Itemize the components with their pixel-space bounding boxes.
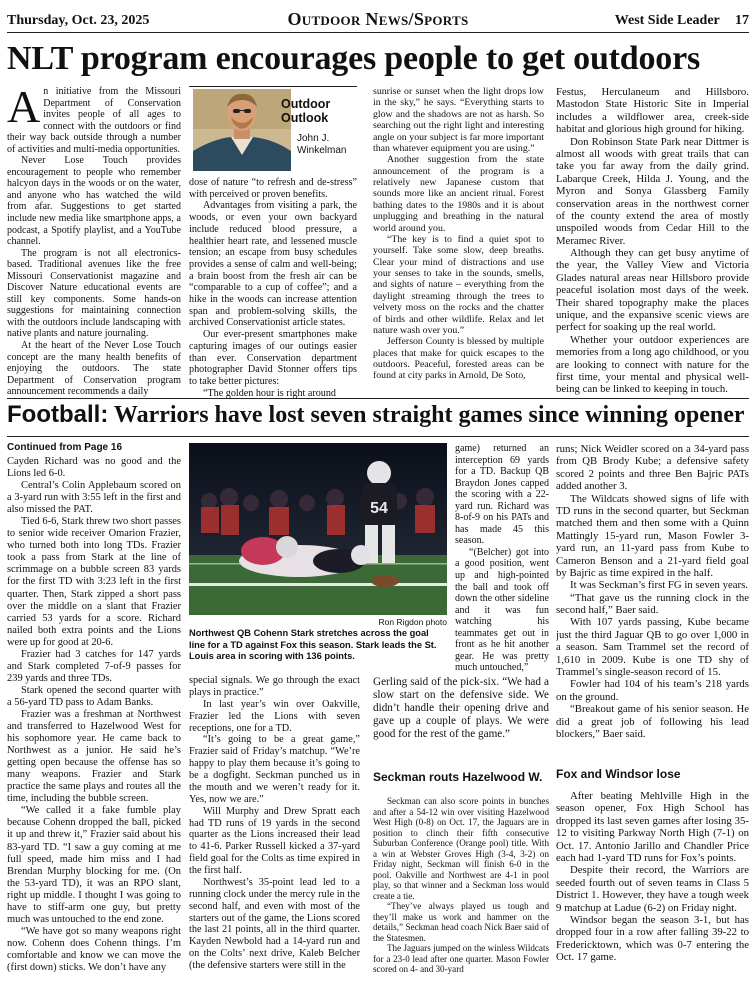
story1-headline: NLT program encourages people to get outdoors — [7, 40, 701, 77]
paragraph: “We called it a fake fumble play because Cohenn dropped the ball, picked it up and threw it,” Frazier said about his 83-yard TD. “I saw a guy coming at me full speed, made him miss and I had Brendan Murphy blocking for me. (On the 53-yard TD), it was an RPO slant, right up middle. I thought I was going to have to stiff-arm one guy, but pretty much was untouched to the end zone. — [7, 805, 181, 925]
paragraph: Another suggestion from the state announcement of the program is a relatively new Japanese custom that sounds more like an ancient ritual. Forest bathing dates to the 1980s and it is about unplugging and breathing in the natural world around you. — [373, 154, 544, 234]
story1-column-1 — [7, 86, 181, 398]
paragraph: Gerling said of the pick-six. “We had a slow start on the defensive side. We didn’t handle their opening drive and gave up a couple of plays. We were good for the rest of the game.” — [373, 676, 549, 740]
paragraph: Tied 6-6, Stark threw two short passes to senior wide receiver Omarion Frazier, who turned both into long TDs. Frazier took a pass from Stark at the line of scrimmage on a bubble screen 83 yards for the first TD with 3:23 left in the first quarter. Then, Stark zipped a short pass over the middle on a slant that Frazier carried 53 yards for a score. Richard nailed both extra points and the Lions were up for good at 20-6. — [7, 516, 181, 648]
lead-text: n initiative from the Missouri Department of Conservation invites people of all ages to connect with the outdoors or find their way back outside through a number of activities and multi-media opportunities. — [7, 86, 181, 155]
football-photo-illustration — [189, 443, 447, 615]
paragraph: After beating Mehlville High in the season opener, Fox High School has dropped its last seven games after losing 35-12 to visiting Parkway North High (7-1) on Oct. 17. Antonio Jarillo and Chandler Price each had 1-yard TD runs for Fox’s points. — [556, 790, 749, 864]
continued-from-label: Continued from Page 16 — [7, 442, 123, 453]
story2-column-3-seckman — [373, 796, 549, 976]
paragraph: The Wildcats showed signs of life with TD runs in the second quarter, but Seckman matched them and then some with a Quinn Mattingly 15-yard run, Mason Fowler 3-yard run, an 11-yard pass from Kube to Cameron Benson and a 21-yard field goal by Bajric as time expired in the half. — [556, 492, 749, 579]
drop-cap: A — [7, 86, 41, 132]
headline-rule — [7, 436, 749, 437]
paragraph: Frazier had 3 catches for 147 yards and Stark completed 7-of-9 passes for 239 yards and three TDs. — [7, 648, 181, 684]
story1-column-2 — [189, 177, 357, 398]
column-title: Outdoor Outlook — [281, 97, 331, 125]
subhead-seckman: Seckman routs Hazelwood W. — [373, 770, 543, 784]
paragraph: In last year’s win over Oakville, Frazier led the Lions with seven receptions, one for a TD. — [189, 698, 360, 734]
paragraph: sunrise or sunset when the light drops low in the sky,” he says. “Everything starts to glow and the shadows are not as harsh. So searching out the right light and interesting angle on your subject is far more important than whatever equipment you are using.” — [373, 86, 544, 154]
masthead — [7, 9, 749, 33]
column-header-box — [189, 86, 357, 172]
paragraph: With 107 yards passing, Kube became just the third Jaguar QB to go over 1,000 in a season. Sam Trammel set the record of 1,610 in 2009. Kube is one TD shy of Trammel’s single-season record of 15. — [556, 616, 749, 679]
paragraph: Stark opened the second quarter with a 56-yard TD pass to Adam Banks. — [7, 684, 181, 708]
headline-text: Warriors have lost seven straight games since winning opener — [113, 402, 745, 428]
issue-date: Thursday, Oct. 23, 2025 — [7, 13, 150, 28]
paragraph: Our ever-present smartphones make capturing images of our outings easier than ever. Conservation department photographer David Stonner offers tips to take better pictures: — [189, 329, 357, 387]
paragraph: Never Lose Touch provides encouragement to people who remember halcyon days in the woods or on the water, and anyone who has watched the wild from afar. Suggestions to get started include new media like smartphone apps, a podcast, a Spotify playlist, and a YouTube channel. — [7, 155, 181, 248]
paragraph: game) returned an interception 69 yards for a TD. Backup QB Braydon Jones capped the scoring with a 22-yard run. Richard was 8-of-9 on his PATs and has made 45 this season. — [455, 443, 549, 547]
headline-kicker: Football: — [7, 401, 109, 428]
jersey-number: 54 — [370, 500, 388, 517]
paragraph: Central’s Colin Applebaum scored on a 3-yard run with 3:55 left in the first and also missed the PAT. — [7, 480, 181, 516]
paragraph: “It’s going to be a great game,” Frazier said of Friday’s matchup. “We’re happy to play them because it’s going to be a dogfight. Seckman punched us in the mouth and we weren’t ready for it. Yes, now we are.” — [189, 734, 360, 805]
paragraph: Seckman can also score points in bunches and after a 54-12 win over visiting Hazelwood West High (0-8) on Oct. 17, the Jaguars are in position to clinch their fifth consecutive Suburban Conference (Orange pool) title. With a win at Webster Groves High (3-4, 3-2) on Friday night, Seckman will finish 6-0 in the pool. Oakville and Northwest are 4-1 in pool play, so that winner and a Seckman loss would create a tie. — [373, 796, 549, 901]
story2-column-4-fox — [556, 790, 749, 976]
story2-column-2 — [189, 675, 360, 975]
story1-column-4 — [556, 86, 749, 398]
paragraph: runs; Nick Weidler scored on a 34-yard pass from QB Brody Kube; a defensive safety scored 2 points and three Ben Bajric PATs added another 3. — [556, 443, 749, 493]
story2-column-3-top — [455, 443, 549, 675]
author-portrait — [193, 89, 291, 171]
story2-headline — [7, 400, 749, 430]
paragraph: At the heart of the Never Lose Touch concept are the many health benefits of enjoying the outdoors. The state Department of Conservation program announcement recommends a daily — [7, 340, 181, 398]
publication-info — [615, 13, 749, 29]
paragraph: “They’ve always played us tough and they’ll make us work and hammer on the details,” Seckman head coach Nick Baer said of the Statesmen. — [373, 901, 549, 943]
paragraph: Cayden Richard was no good and the Lions led 6-0. — [7, 456, 181, 480]
page-number: 17 — [735, 13, 749, 28]
paragraph: “Breakout game of his senior season. He did a great job of following his lead blockers,” Baer said. — [556, 703, 749, 740]
football-photo — [189, 443, 447, 615]
story1-column-3 — [373, 86, 544, 398]
paragraph: Fowler had 104 of his team’s 218 yards on the ground. — [556, 678, 749, 703]
paragraph: Although they can get busy anytime of the year, the Valley View and Victoria Glades natural areas near Hillsboro provide peaceful isolation most days of the week. Their shared topography make the places unique, and the expansive scenic views are perfect for soaking up the real world. — [556, 247, 749, 334]
publication-name: West Side Leader — [614, 13, 720, 28]
paragraph: The Jaguars jumped on the winless Wildcats for a 23-0 lead after one quarter. Mason Fowler scored on 4- and 30-yard — [373, 943, 549, 975]
paragraph: dose of nature “to refresh and de-stress” with perceived or proven benefits. — [189, 177, 357, 200]
paragraph: It was Seckman’s first FG in seven years. — [570, 579, 748, 592]
paragraph: The program is not all electronics-based. Traditional avenues like the free Missouri Conservationist magazine and Discover Nature educational events are still key components. Some hands-on suggestions for maintaining connection with the outdoors include landscaping with native plants and nature journaling. — [7, 247, 181, 340]
paragraph: Don Robinson State Park near Dittmer is almost all woods with great trails that can take you far away from the daily grind. Labarque Creek, Hilda J. Young, and the Myron and Sonya Glassberg Family conservation areas in the northwest corner of the county extend the area of mostly unspoiled woods from Cedar Hill to the Meramec River. — [556, 135, 749, 247]
paragraph: “(Belcher) got into a good position, went up and high-pointed the ball and took off down the other sideline and it was fun watching his teammates get out in front as he hit another gear. He was pretty much untouched,” — [455, 546, 549, 674]
paragraph: Jefferson County is blessed by multiple places that make for quick escapes to the outdoors. Peaceful, forested areas can be found at city parks in Arnold, De Soto, — [373, 336, 544, 382]
photo-credit: Ron Rigdon photo — [378, 617, 447, 627]
portrait-illustration — [193, 89, 291, 171]
paragraph: “The golden hour is right around — [203, 387, 336, 398]
section-title: Outdoor News/Sports — [287, 9, 469, 29]
paragraph: Northwest’s 35-point lead led to a running clock under the mercy rule in the second half, and even with most of the starters out of the game, the Lions scored the last 21 points, all in the third quarter. Kayden Newbold had a 14-yard run and on the Colts’ next drive, Kaleb Belcher (the defensive starters were still in the — [189, 876, 360, 971]
paragraph: “The key is to find a quiet spot to yourself. Take some slow, deep breaths. Clear your mind of distractions and use your senses to take in the sounds, smells, and sights of nature – everything from the daylight streaming through the trees to velvety moss on the rocks and the chatter of birds and other wildlife. Relax and let nature wash over you.” — [373, 233, 544, 336]
paragraph: Despite their record, the Warriors are seeded fourth out of seven teams in Class 5 District 1. However, they have a tough week 9 matchup at Ladue (6-2) on Friday night. — [556, 864, 749, 914]
story2-column-1 — [7, 456, 181, 976]
paragraph: Advantages from visiting a park, the woods, or even your own backyard include reduced blood pressure, a healthier heart rate, and lessened muscle tension; an escape from busy schedules provides a sense of calm and well-being; a brain boost from the fresh air can be “comparable to a cup of coffee”; and a hike in the woods can increase attention span and problem-solving skills, the archived Conservationist article states. — [189, 200, 357, 329]
subhead-fox: Fox and Windsor lose — [556, 767, 681, 781]
story2-column-4-top — [556, 443, 749, 755]
paragraph: Frazier was a freshman at Northwest and transferred to Hazelwood West for his sophomore year. He came back to Northwest as a junior. He said he’s getting open because the offense has so many weapons. Frazier and Stark practice the same plays and routes all the time, including the bubble screen. — [7, 708, 181, 805]
paragraph: Whether your outdoor experiences are memories from a long ago childhood, or you are looking to connect with nature for the first time, your mental and physical well-being can be linked to keeping in touch. — [556, 333, 749, 396]
paragraph: Windsor began the season 3-1, but has dropped four in a row after falling 39-22 to Fredericktown, which was 0-7 entering the Oct. 17 game. — [556, 913, 749, 964]
paragraph: “That gave us the running clock in the second half,” Baer said. — [556, 591, 749, 617]
paragraph: Will Murphy and Drew Spratt each had TD runs of 19 yards in the second quarter as the Lions increased their lead to 41-6. Parker Russell kicked a 37-yard field goal for the Colts as time expired in the first half. — [189, 805, 360, 876]
column-author: John J. Winkelman — [297, 133, 347, 156]
paragraph: special signals. We go through the exact plays in practice.” — [189, 675, 360, 698]
paragraph: Festus, Herculaneum and Hillsboro. Mastodon State Historic Site in Imperial includes a wildflower area, creek-side habitat and glorious high ground for hiking. — [556, 86, 749, 136]
story1-lead-paragraph — [7, 86, 181, 155]
paragraph: “We have got so many weapons right now. Cohenn does Cohenn things. I’m comfortable and know we can move the (first down) sticks. We don’t have any — [7, 925, 181, 973]
photo-caption: Northwest QB Cohenn Stark stretches across the goal line for a TD against Fox this season. Stark leads the St. Louis area in scoring with 136 points. — [189, 628, 437, 661]
story2-column-3-bottom — [373, 676, 549, 746]
story-divider — [7, 398, 749, 399]
